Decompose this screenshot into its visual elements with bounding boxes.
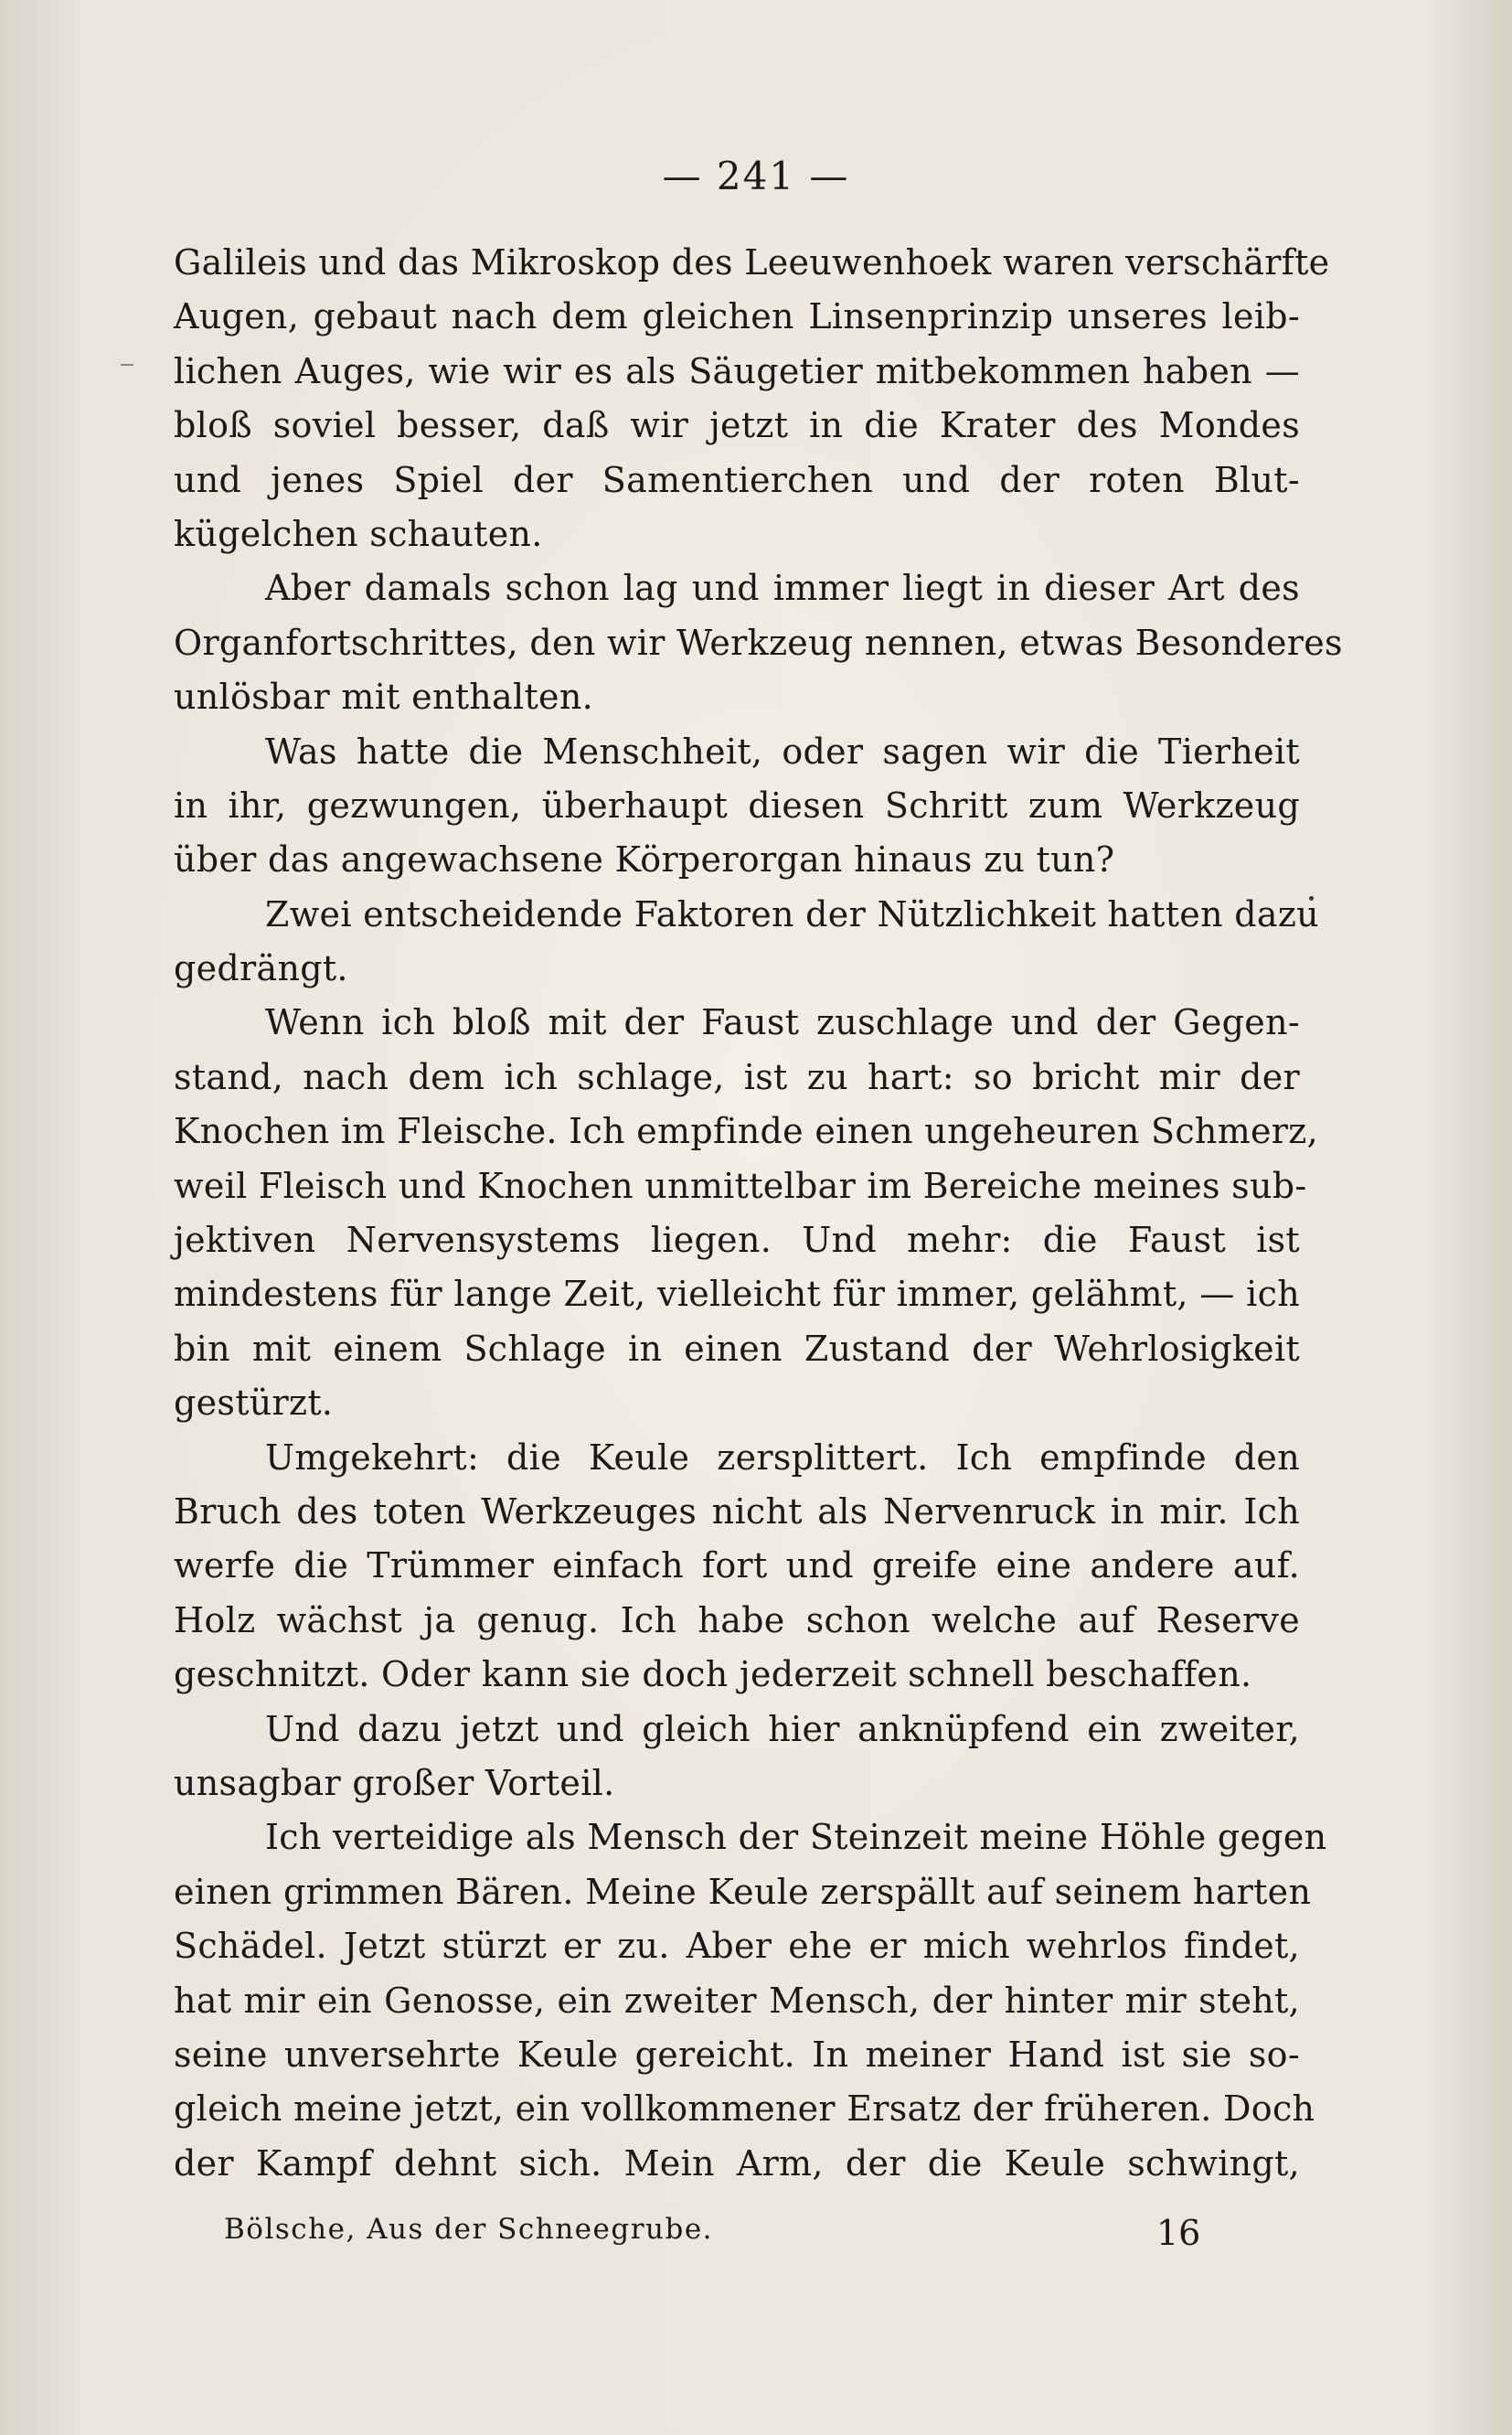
text-line: mindestens für lange Zeit, vielleicht für immer, gelähmt, — ich — [174, 1274, 1300, 1315]
text-line: gleich meine jetzt, ein vollkommener Ersatz der früheren. Doch — [174, 2088, 1315, 2130]
text-line: werfe die Trümmer einfach fort und greife eine andere auf. — [174, 1545, 1300, 1586]
text-line: Galileis und das Mikroskop des Leeuwenhoek waren verschärfte — [174, 242, 1330, 283]
text-line: Holz wächst ja genug. Ich habe schon welche auf Reserve — [174, 1599, 1300, 1640]
text-line: unsagbar großer Vorteil. — [174, 1762, 615, 1803]
text-line: Und dazu jetzt und gleich hier anknüpfend ein zweiter, — [265, 1708, 1300, 1749]
text-line: unlösbar mit enthalten. — [174, 677, 593, 718]
text-line: jektiven Nervensystems liegen. Und mehr: die Faust ist — [174, 1220, 1300, 1261]
text-line: Organfortschrittes, den wir Werkzeug nennen, etwas Besonderes — [174, 622, 1343, 663]
text-line: Schädel. Jetzt stürzt er zu. Aber ehe er mich wehrlos findet, — [174, 1926, 1300, 1967]
text-line: gedrängt. — [174, 948, 348, 989]
text-line: kügelchen schauten. — [174, 513, 543, 554]
text-line: Was hatte die Menschheit, oder sagen wir die Tierheit — [265, 731, 1300, 772]
text-line: Knochen im Fleische. Ich empfinde einen ungeheuren Schmerz, — [174, 1111, 1318, 1152]
text-line: Umgekehrt: die Keule zersplittert. Ich empfinde den — [265, 1436, 1300, 1478]
text-line: geschnitzt. Oder kann sie doch jederzeit schnell beschaffen. — [174, 1654, 1252, 1695]
text-line: Ich verteidige als Mensch der Steinzeit meine Höhle gegen — [265, 1817, 1327, 1858]
text-line: stand, nach dem ich schlage, ist zu hart: so bricht mir der — [174, 1056, 1300, 1097]
text-line: hat mir ein Genosse, ein zweiter Mensch, der hinter mir steht, — [174, 1980, 1300, 2021]
text-line: weil Fleisch und Knochen unmittelbar im Bereiche meines sub- — [174, 1165, 1307, 1206]
margin-mark — [121, 364, 133, 366]
page-footer — [224, 2213, 1201, 2259]
text-line: bloß soviel besser, daß wir jetzt in die Krater des Mondes — [174, 405, 1300, 446]
text-line: Wenn ich bloß mit der Faust zuschlage und der Gegen- — [265, 1002, 1300, 1043]
text-line: der Kampf dehnt sich. Mein Arm, der die Keule schwingt, — [174, 2142, 1300, 2184]
text-line: einen grimmen Bären. Meine Keule zerspällt auf seinem harten — [174, 1871, 1312, 1912]
text-line: und jenes Spiel der Samentierchen und der roten Blut- — [174, 459, 1300, 500]
text-line: bin mit einem Schlage in einen Zustand der Wehrlosigkeit — [174, 1328, 1300, 1369]
text-line: Aber damals schon lag und immer liegt in dieser Art des — [265, 568, 1300, 609]
text-line: seine unversehrte Keule gereicht. In meiner Hand ist sie so- — [174, 2034, 1300, 2075]
text-line: über das angewachsene Körperorgan hinaus zu tun? — [174, 839, 1115, 881]
body-text — [174, 236, 1343, 2191]
text-line: Zwei entscheidende Faktoren der Nützlichkeit hatten dazu — [265, 893, 1319, 934]
text-line: Bruch des toten Werkzeuges nicht als Nervenruck in mir. Ich — [174, 1490, 1300, 1532]
text-line: gestürzt. — [174, 1383, 334, 1424]
signature-mark: 16 — [1156, 2213, 1201, 2253]
text-line: Augen, gebaut nach dem gleichen Linsenprinzip unseres leib- — [174, 296, 1300, 337]
footer-title: Bölsche, Aus der Schneegrube. — [224, 2213, 714, 2246]
text-line: in ihr, gezwungen, überhaupt diesen Schritt zum Werkzeug — [174, 785, 1300, 826]
page-number: — 241 — — [662, 154, 850, 198]
text-line: lichen Auges, wie wir es als Säugetier mitbekommen haben — — [174, 350, 1300, 391]
